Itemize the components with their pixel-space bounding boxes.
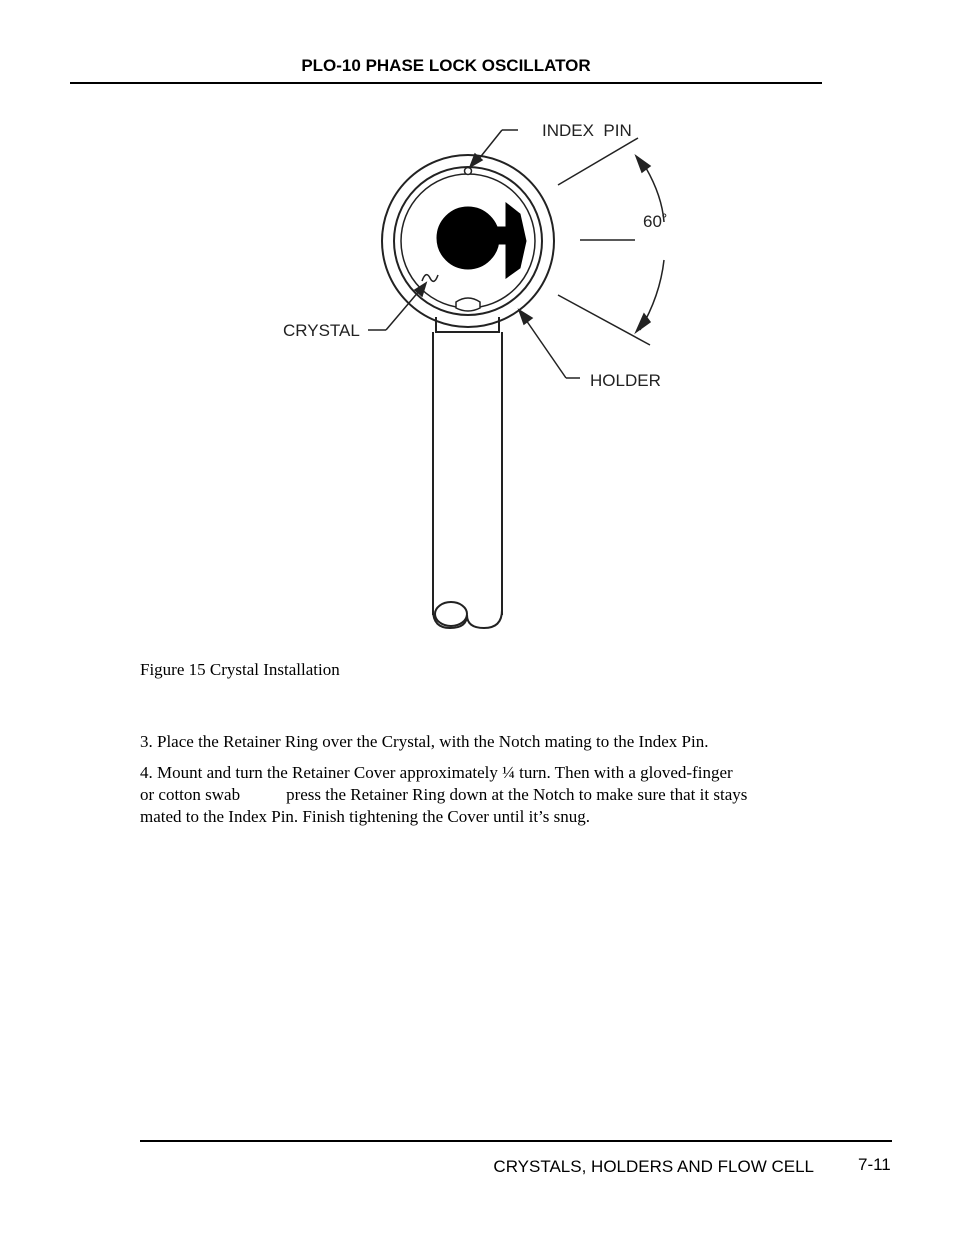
figure-caption: Figure 15 Crystal Installation bbox=[140, 660, 340, 679]
holder-leader bbox=[519, 310, 580, 378]
crystal-installation-figure bbox=[270, 110, 680, 635]
page-number: 7-11 bbox=[858, 1155, 891, 1174]
page-header-title: PLO-10 PHASE LOCK OSCILLATOR bbox=[301, 56, 591, 75]
index-pin-leader bbox=[470, 130, 518, 167]
index-pin-label: INDEX PIN bbox=[542, 121, 632, 140]
crystal-electrode bbox=[437, 203, 526, 278]
index-pin bbox=[465, 168, 472, 175]
angle-reference-lines bbox=[558, 138, 650, 345]
holder-notch bbox=[456, 298, 480, 311]
holder-label: HOLDER bbox=[590, 371, 661, 390]
header-rule bbox=[70, 82, 822, 84]
angle-arc bbox=[636, 156, 664, 332]
step-4-line-3: mated to the Index Pin. Finish tightening the Cover until it’s snug. bbox=[140, 807, 591, 826]
step-4-paragraph bbox=[140, 762, 830, 828]
angle-label: 60˚ bbox=[643, 212, 668, 231]
step-4-line-1: 4. Mount and turn the Retainer Cover approximately ¼ turn. Then with a gloved-finger bbox=[140, 763, 733, 782]
step-4-line-2a: or cotton swab bbox=[140, 785, 241, 804]
holder-shaft bbox=[433, 317, 502, 628]
crystal-mark bbox=[422, 275, 438, 282]
crystal-holder-drawing bbox=[270, 110, 680, 635]
footer-rule bbox=[140, 1140, 892, 1142]
crystal-label: CRYSTAL bbox=[283, 321, 360, 340]
step-3-paragraph: 3. Place the Retainer Ring over the Crystal, with the Notch mating to the Index Pin. bbox=[140, 732, 709, 751]
step-4-line-2b: press the Retainer Ring down at the Notch to make sure that it stays bbox=[286, 785, 748, 804]
footer-section-title: CRYSTALS, HOLDERS AND FLOW CELL bbox=[493, 1157, 814, 1176]
